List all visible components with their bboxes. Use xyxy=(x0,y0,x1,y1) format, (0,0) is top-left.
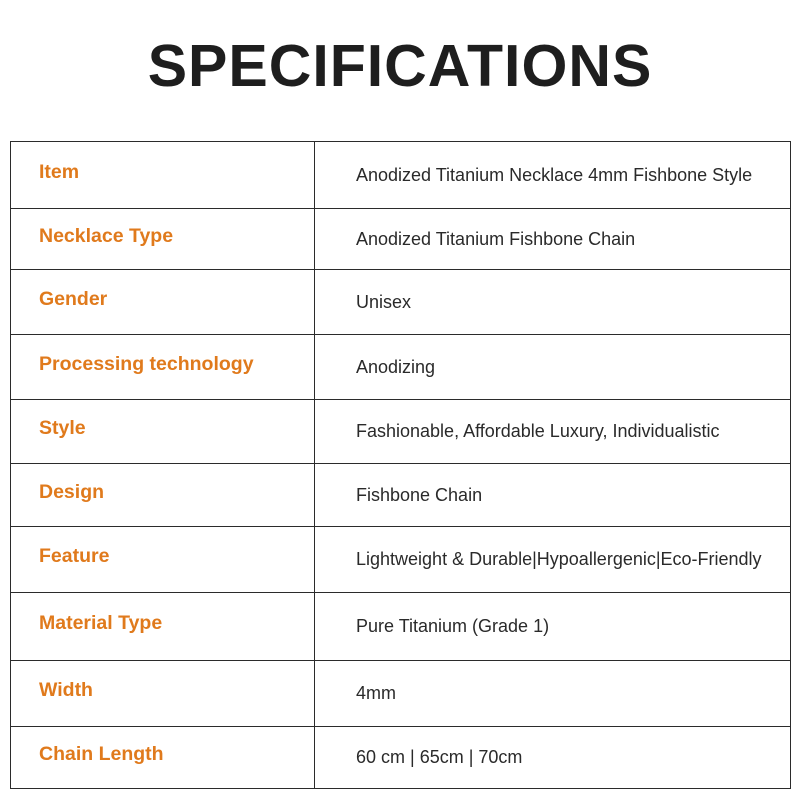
table-row xyxy=(11,593,791,661)
specifications-table xyxy=(10,141,791,789)
table-row xyxy=(11,270,791,335)
page-title: SPECIFICATIONS xyxy=(147,33,653,99)
spec-label xyxy=(11,270,315,335)
spec-label-text: Feature xyxy=(39,545,110,567)
spec-label xyxy=(11,661,315,727)
spec-label-text: Gender xyxy=(39,287,108,310)
spec-label xyxy=(11,464,315,527)
spec-value: Fishbone Chain xyxy=(315,464,791,527)
spec-value: Unisex xyxy=(315,270,791,335)
table-row xyxy=(11,527,791,593)
spec-label-text: Chain Length xyxy=(39,743,164,765)
spec-label xyxy=(11,527,315,593)
spec-label-text: Item xyxy=(39,160,80,183)
spec-value: Lightweight & Durable|Hypoallergenic|Eco-Friendly xyxy=(315,527,791,593)
spec-label-text: Necklace Type xyxy=(39,224,174,247)
spec-label xyxy=(11,209,315,270)
spec-label-text: Material Type xyxy=(39,612,163,634)
spec-value: Anodized Titanium Necklace 4mm Fishbone Style xyxy=(315,142,791,209)
spec-label-text: Style xyxy=(39,417,86,439)
table-row xyxy=(11,464,791,527)
spec-label-text: Design xyxy=(39,480,105,503)
spec-value: Pure Titanium (Grade 1) xyxy=(315,593,791,661)
spec-label-text: Width xyxy=(39,679,93,701)
spec-label xyxy=(11,335,315,400)
spec-value: Anodizing xyxy=(315,335,791,400)
table-row xyxy=(11,661,791,727)
table-row xyxy=(11,400,791,464)
spec-label-text: Processing technology xyxy=(39,352,254,375)
table-row xyxy=(11,209,791,270)
spec-value: Fashionable, Affordable Luxury, Individualistic xyxy=(315,400,791,464)
table-row xyxy=(11,727,791,789)
spec-label xyxy=(11,727,315,789)
spec-value: 60 cm | 65cm | 70cm xyxy=(315,727,791,789)
table-row xyxy=(11,142,791,209)
spec-label xyxy=(11,593,315,661)
spec-value: 4mm xyxy=(315,661,791,727)
spec-label xyxy=(11,142,315,209)
table-row xyxy=(11,335,791,400)
spec-value: Anodized Titanium Fishbone Chain xyxy=(315,209,791,270)
spec-label xyxy=(11,400,315,464)
